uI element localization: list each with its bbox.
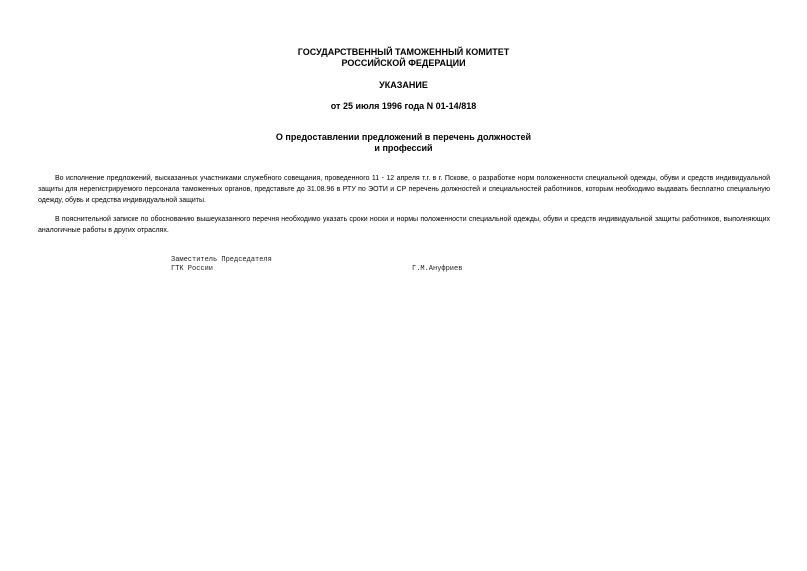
organization-line-2: РОССИЙСКОЙ ФЕДЕРАЦИИ: [341, 58, 466, 68]
document-date-number: от 25 июля 1996 года N 01-14/818: [330, 101, 477, 111]
issuing-organization: [0, 47, 807, 69]
document-type: УКАЗАНИЕ: [379, 80, 428, 90]
document-title: [0, 132, 807, 154]
signatory-position-line-2: ГТК России: [171, 265, 214, 273]
signatory-position-line-1: Заместитель Председателя: [171, 256, 272, 264]
body-paragraph-1: Во исполнение предложений, высказанных участниками служебного совещания, проведенного 11 - 12 апреля т.г. в г. Пскове, о разработке норм положенности специальной одежды, обуви и средств индивидуальной защиты для нерегистрируемого персонала таможенных органов, представьте до 31.08.96 в РТУ по ЭОТИ и СР перечень должностей и специальностей работников, которым необходимо выдавать бесплатно специальную одежду, обувь и средства индивидуальной защиты.: [38, 175, 770, 204]
organization-line-1: ГОСУДАРСТВЕННЫЙ ТАМОЖЕННЫЙ КОМИТЕТ: [297, 47, 510, 57]
title-line-1: О предоставлении предложений в перечень должностей: [275, 132, 532, 142]
title-line-2: и профессий: [374, 143, 433, 153]
signatory-name: Г.М.Ануфриев: [412, 265, 463, 273]
body-paragraph-2: В пояснительной записке по обоснованию вышеуказанного перечня необходимо указать сроки носки и нормы положенности специальной одежды, обуви и средств индивидуальной защиты работников, выполняющих аналогичные работы в других отраслях.: [38, 216, 770, 234]
